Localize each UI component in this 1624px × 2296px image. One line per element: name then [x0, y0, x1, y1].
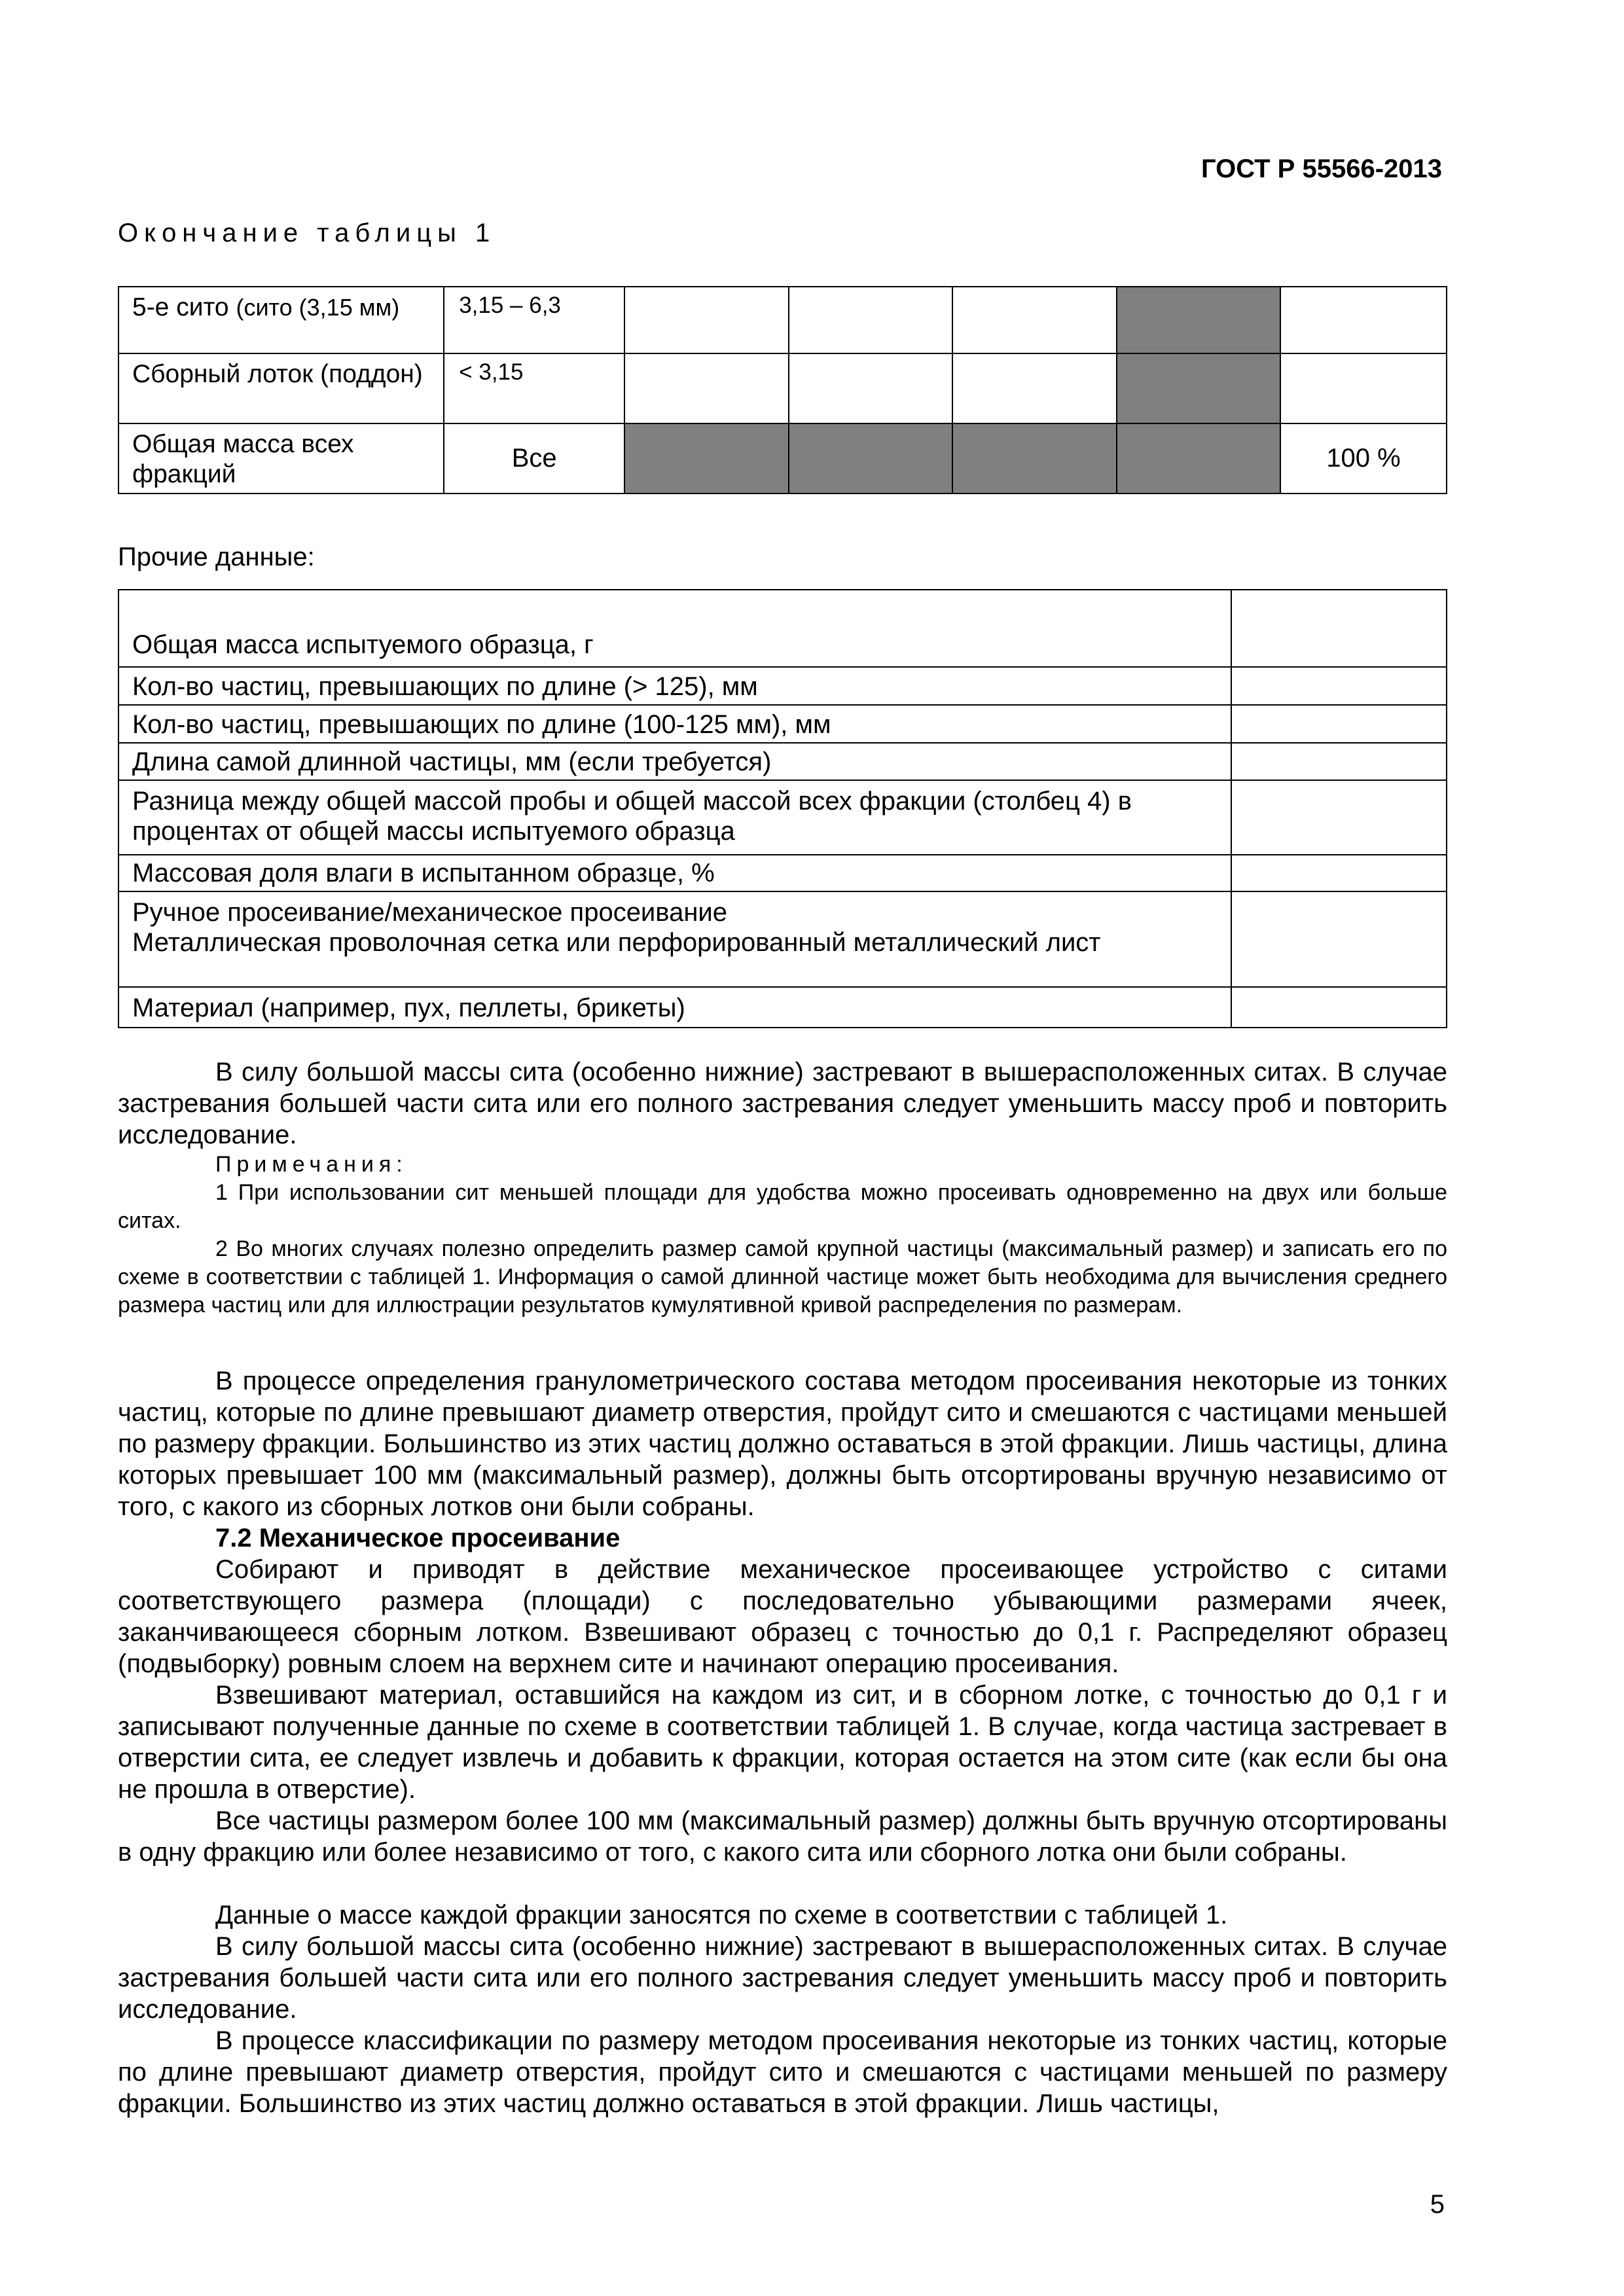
notes	[118, 1151, 1447, 1319]
row-label: Общая масса испытуемого образца, г	[118, 590, 1231, 667]
shaded-cell	[1117, 287, 1280, 353]
paragraph: Собирают и приводят в действие механическое просеивающее устройство с ситами соответствующего размера (площади) с последовательно убывающими размерами ячеек, заканчивающееся сборным лотком. Взвешивают образец с точностью до 0,1 г. Распределяют образец (подвыборку) ровным слоем на верхнем сите и начинают операцию просеивания.	[118, 1555, 1447, 1678]
data-cell	[789, 287, 952, 353]
page-number: 5	[1430, 2190, 1445, 2219]
value-cell	[1231, 667, 1447, 705]
data-cell	[1280, 287, 1447, 353]
row-name-cell: Сборный лоток (поддон)	[118, 353, 444, 423]
document-code: ГОСТ Р 55566-2013	[1200, 154, 1442, 183]
table-row	[118, 780, 1447, 855]
table-row	[118, 855, 1447, 891]
table-row	[118, 705, 1447, 743]
row-label: Кол-во частиц, превышающих по длине (100-125 мм), мм	[118, 705, 1231, 743]
row-label: Металлическая проволочная сетка или перфорированный металлический лист	[132, 928, 1101, 957]
other-data-table	[118, 589, 1447, 1028]
data-cell	[952, 287, 1116, 353]
shaded-cell	[789, 423, 952, 493]
row-label: Материал (например, пух, пеллеты, брикеты)	[118, 987, 1231, 1028]
table-row	[118, 987, 1447, 1028]
table-row	[118, 353, 1447, 423]
shaded-cell	[952, 423, 1116, 493]
paragraph: Взвешивают материал, оставшийся на каждом из сит, и в сборном лотке, с точностью до 0,1 г и записывают полученные данные по схеме в соответствии таблицей 1. В случае, когда частица застревает в отверстии сита, ее следует извлечь и добавить к фракции, которая остается на этом сите (как если бы она не прошла в отверстие).	[118, 1681, 1447, 1804]
value-cell	[1231, 705, 1447, 743]
table-caption: Окончание таблицы 1	[118, 219, 496, 247]
data-cell	[624, 287, 788, 353]
table-row	[118, 590, 1447, 667]
note-2: 2 Во многих случаях полезно определить размер самой крупной частицы (максимальный размер) и записать его по схеме в соответствии с таблицей 1. Информация о самой длинной частице может быть необходима для вычисления среднего размера частиц или для иллюстрации результатов кумулятивной кривой распределения по размерам.	[118, 1236, 1447, 1318]
note-1: 1 При использовании сит меньшей площади для удобства можно просеивать одновременно на двух или больше ситах.	[118, 1180, 1447, 1233]
table-row	[118, 743, 1447, 780]
shaded-cell	[1117, 353, 1280, 423]
data-cell	[952, 353, 1116, 423]
paragraph: В процессе определения гранулометрического состава методом просеивания некоторые из тонких частиц, которые по длине превышают диаметр отверстия, пройдут сито и смешаются с частицами меньшей по размеру фракции. Большинство из этих частиц должно оставаться в этой фракции. Лишь частицы, длина которых превышает 100 мм (максимальный размер), должны быть отсортированы вручную независимо от того, с какого из сборных лотков они были собраны.	[118, 1367, 1447, 1521]
data-cell	[1280, 353, 1447, 423]
notes-title: Примечания:	[215, 1152, 408, 1177]
data-cell	[624, 353, 788, 423]
paragraph: Данные о массе каждой фракции заносятся по схеме в соответствии с таблицей 1.	[215, 1901, 1228, 1929]
row-label: Кол-во частиц, превышающих по длине (> 125), мм	[118, 667, 1231, 705]
total-cell: 100 %	[1280, 423, 1447, 493]
sieve-table	[118, 286, 1447, 494]
row-label-group	[118, 891, 1231, 987]
other-data-label: Прочие данные:	[118, 543, 315, 571]
value-cell	[1231, 987, 1447, 1028]
value-cell	[1231, 855, 1447, 891]
section-heading: 7.2 Механическое просеивание	[215, 1524, 621, 1552]
shaded-cell	[624, 423, 788, 493]
row-label: Разница между общей массой пробы и общей массой всех фракции (столбец 4) в процентах от общей массы испытуемого образца	[118, 780, 1231, 855]
value-cell	[1231, 780, 1447, 855]
value-cell	[1231, 891, 1447, 987]
row-label: Длина самой длинной частицы, мм (если требуется)	[118, 743, 1231, 780]
value-cell	[1231, 590, 1447, 667]
row-name-note: (сито (3,15 мм)	[236, 294, 400, 321]
range-cell: < 3,15	[444, 353, 624, 423]
data-cell	[789, 353, 952, 423]
table-row	[118, 667, 1447, 705]
paragraph: В силу большой массы сита (особенно нижние) застревают в вышерасположенных ситах. В случае застревания большей части сита или его полного застревания следует уменьшить массу проб и повторить исследование.	[118, 1932, 1447, 2024]
table-row	[118, 891, 1447, 987]
paragraph: Все частицы размером более 100 мм (максимальный размер) должны быть вручную отсортированы в одну фракцию или более независимо от того, с какого сита или сборного лотка они были собраны.	[118, 1806, 1447, 1867]
row-name-cell	[118, 287, 444, 353]
row-name-cell: Общая масса всех фракций	[118, 423, 444, 493]
row-name: 5-е сито	[132, 293, 229, 321]
shaded-cell	[1117, 423, 1280, 493]
table-row	[118, 287, 1447, 353]
table-row	[118, 423, 1447, 493]
paragraph: В процессе классификации по размеру методом просеивания некоторые из тонких частиц, которые по длине превышают диаметр отверстия, пройдут сито и смешаются с частицами меньшей по размеру фракции. Большинство из этих частиц должно оставаться в этой фракции. Лишь частицы,	[118, 2026, 1447, 2118]
range-cell: 3,15 – 6,3	[444, 287, 624, 353]
value-cell	[1231, 743, 1447, 780]
range-cell: Все	[444, 423, 624, 493]
row-label: Массовая доля влаги в испытанном образце, %	[118, 855, 1231, 891]
paragraph: В силу большой массы сита (особенно нижние) застревают в вышерасположенных ситах. В случае застревания большей части сита или его полного застревания следует уменьшить массу проб и повторить исследование.	[118, 1058, 1447, 1149]
row-label: Ручное просеивание/механическое просеивание	[132, 898, 728, 927]
